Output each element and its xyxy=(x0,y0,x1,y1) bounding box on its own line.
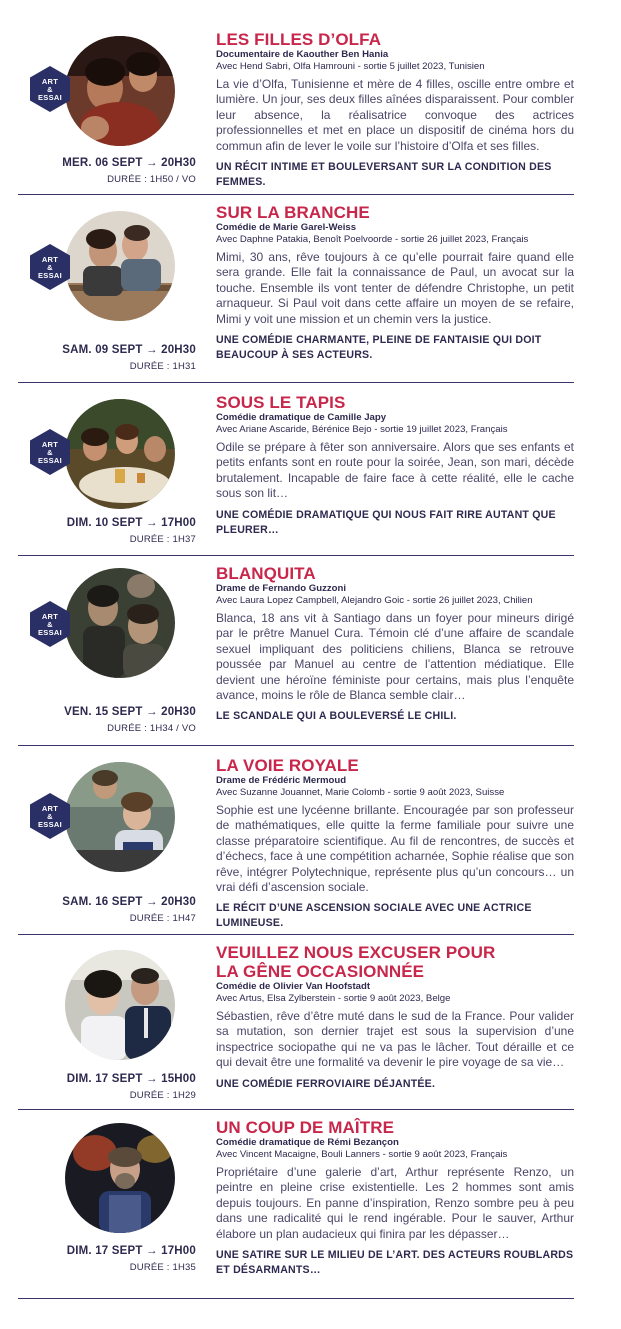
film-cast: Avec Vincent Macaigne, Bouli Lanners - sortie 9 août 2023, Français xyxy=(216,1149,508,1160)
film-synopsis: La vie d’Olfa, Tunisienne et mère de 4 filles, oscille entre ombre et lumière. Un jour, ses deux filles aînées disparaissent. Pour combler leur absence, la réalisatrice convoque des actrices professionnelles et met en place un dispositif de cinéma hors du commun afin de lever le voile sur l’histoire d’Olfa et ses filles. xyxy=(216,77,574,153)
film-title: LES FILLES D’OLFA xyxy=(216,30,382,49)
film-tagline: UN RÉCIT INTIME ET BOULEVERSANT SUR LA CONDITION DES FEMMES. xyxy=(216,161,552,189)
film-genre: Documentaire de Kaouther Ben Hania xyxy=(216,49,389,60)
film-tagline: UNE COMÉDIE DRAMATIQUE QUI NOUS FAIT RIRE AUTANT QUE PLEURER… xyxy=(216,508,556,536)
film-tagline: UNE COMÉDIE FERROVIAIRE DÉJANTÉE. xyxy=(216,1077,436,1090)
separator xyxy=(18,555,574,556)
duration: DURÉE : 1H37 xyxy=(129,534,196,545)
schedule: SAM. 09 SEPT → 20H30 xyxy=(62,344,196,356)
film-photo xyxy=(65,36,175,146)
duration: DURÉE : 1H50 / VO xyxy=(107,174,196,185)
duration: DURÉE : 1H31 xyxy=(129,361,196,372)
film-genre: Drame de Fernando Guzzoni xyxy=(216,583,347,594)
film-photo xyxy=(65,399,175,509)
art-essai-badge xyxy=(26,428,74,476)
film-photo xyxy=(65,568,175,678)
film-photo xyxy=(65,950,175,1060)
art-essai-badge xyxy=(26,600,74,648)
badge-line: ESSAI xyxy=(37,456,62,465)
badge-line: ART xyxy=(41,440,59,449)
film-title: SOUS LE TAPIS xyxy=(216,393,346,412)
schedule: DIM. 17 SEPT → 15H00 xyxy=(66,1073,196,1085)
film-genre: Drame de Frédéric Mermoud xyxy=(216,775,347,786)
film-cast: Avec Artus, Elsa Zylberstein - sortie 9 août 2023, Belge xyxy=(216,993,451,1004)
film-cast: Avec Suzanne Jouannet, Marie Colomb - sortie 9 août 2023, Suisse xyxy=(216,787,505,798)
separator xyxy=(18,934,574,935)
badge-line: & xyxy=(47,448,53,457)
film-tagline: LE SCANDALE QUI A BOULEVERSÉ LE CHILI. xyxy=(216,710,457,723)
badge-line: ESSAI xyxy=(37,628,62,637)
film-cast: Avec Daphne Patakia, Benoît Poelvoorde - sortie 26 juillet 2023, Français xyxy=(216,234,529,245)
badge-line: ART xyxy=(41,612,59,621)
film-tagline: UNE COMÉDIE CHARMANTE, PLEINE DE FANTAISIE QUI DOIT BEAUCOUP À SES ACTEURS. xyxy=(216,334,542,362)
separator xyxy=(18,382,574,383)
film-cast: Avec Laura Lopez Campbell, Alejandro Goic - sortie 26 juillet 2023, Chilien xyxy=(216,595,533,606)
film-title xyxy=(216,943,574,981)
film-tagline: LE RÉCIT D’UNE ASCENSION SOCIALE AVEC UNE ACTRICE LUMINEUSE. xyxy=(216,902,532,930)
separator xyxy=(18,194,574,195)
film-photo xyxy=(65,211,175,321)
film-synopsis: Sébastien, rêve d’être muté dans le sud de la France. Pour valider sa mutation, son dernier trajet est sous la supervision d’une inspectrice sociopathe qui ne va pas le lâcher. Tout déraille et ce qui devait être une formalité va devenir le pire voyage de sa vie… xyxy=(216,1009,574,1070)
duration: DURÉE : 1H35 xyxy=(129,1262,196,1273)
badge-line: ART xyxy=(41,255,59,264)
film-synopsis: Mimi, 30 ans, rêve toujours à ce qu’elle pourrait faire quand elle sera grande. Elle fait la connaissance de Paul, un avocat sur la touche. Ensemble ils vont tenter de défendre Christophe, un petit arnaqueur. Si Paul voit dans cette affaire un moyen de se refaire, Mimi y voit une mission et un chemin vers la justice. xyxy=(216,250,574,326)
badge-line: & xyxy=(47,263,53,272)
separator xyxy=(18,1298,574,1299)
film-title: LA VOIE ROYALE xyxy=(216,756,359,775)
badge-line: ESSAI xyxy=(37,93,62,102)
film-title: SUR LA BRANCHE xyxy=(216,203,370,222)
film-title-line: VEUILLEZ NOUS EXCUSER POUR xyxy=(216,943,496,962)
film-synopsis: Propriétaire d’une galerie d’art, Arthur représente Renzo, un peintre en pleine crise existentielle. Les 2 hommes sont amis depuis toujours. En panne d’inspiration, Renzo sombre peu à peu dans une radicalité qui le rend ingérable. Pour le sauver, Arthur élabore un plan audacieux qui finira par les dépasser… xyxy=(216,1165,574,1241)
art-essai-badge xyxy=(26,65,74,113)
art-essai-badge xyxy=(26,243,74,291)
badge-line: & xyxy=(47,620,53,629)
schedule: MER. 06 SEPT → 20H30 xyxy=(62,157,196,169)
art-essai-badge xyxy=(26,792,74,840)
badge-line: ESSAI xyxy=(37,271,62,280)
schedule: DIM. 10 SEPT → 17H00 xyxy=(66,517,196,529)
schedule: VEN. 15 SEPT → 20H30 xyxy=(64,706,196,718)
film-cast: Avec Ariane Ascaride, Bérénice Bejo - sortie 19 juillet 2023, Français xyxy=(216,424,508,435)
film-synopsis: Sophie est une lycéenne brillante. Encouragée par son professeur de mathématiques, elle quitte la ferme familiale pour suivre une classe préparatoire scientifique. Au fil de rencontres, de succès et d’échecs, face à une compétition acharnée, Sophie réalise que son rêve, intégrer Polytechnique, représente plus qu’un concours… un vrai défi d’ascension sociale. xyxy=(216,803,574,895)
badge-line: & xyxy=(47,85,53,94)
badge-line: & xyxy=(47,812,53,821)
badge-line: ESSAI xyxy=(37,820,62,829)
film-photo xyxy=(65,762,175,872)
film-synopsis: Blanca, 18 ans vit à Santiago dans un foyer pour mineurs dirigé par le prêtre Manuel Cura. Témoin clé d’une affaire de scandale sexuel impliquant des politiciens chiliens, Blanca se retrouve poussée par Manuel au centre de l’attention médiatique. Elle devient une héroïne féministe pour certains, mais plus l’enquête avance, moins le rôle de Blanca semble clair… xyxy=(216,611,574,703)
film-genre: Comédie de Olivier Van Hoofstadt xyxy=(216,981,371,992)
film-title: UN COUP DE MAÎTRE xyxy=(216,1118,395,1137)
duration: DURÉE : 1H34 / VO xyxy=(107,723,196,734)
film-synopsis: Odile se prépare à fêter son anniversaire. Alors que ses enfants et petits enfants sont en route pour la soirée, Jean, son mari, décède brutalement. Incapable de faire face à cette réalité, elle le cache sous son lit… xyxy=(216,440,574,501)
badge-line: ART xyxy=(41,77,59,86)
badge-line: ART xyxy=(41,804,59,813)
schedule: SAM. 16 SEPT → 20H30 xyxy=(62,896,196,908)
film-tagline: UNE SATIRE SUR LE MILIEU DE L’ART. DES ACTEURS ROUBLARDS ET DÉSARMANTS… xyxy=(216,1249,574,1277)
duration: DURÉE : 1H29 xyxy=(129,1090,196,1101)
separator xyxy=(18,745,574,746)
film-photo xyxy=(65,1123,175,1233)
schedule: DIM. 17 SEPT → 17H00 xyxy=(66,1245,196,1257)
film-title-line: LA GÊNE OCCASIONNÉE xyxy=(216,962,425,981)
film-title: BLANQUITA xyxy=(216,564,316,583)
film-genre: Comédie de Marie Garel-Weiss xyxy=(216,222,357,233)
film-cast: Avec Hend Sabri, Olfa Hamrouni - sortie 5 juillet 2023, Tunisien xyxy=(216,61,485,72)
duration: DURÉE : 1H47 xyxy=(129,913,196,924)
film-genre: Comédie dramatique de Camille Japy xyxy=(216,412,387,423)
film-genre: Comédie dramatique de Rémi Bezançon xyxy=(216,1137,399,1148)
separator xyxy=(18,1109,574,1110)
